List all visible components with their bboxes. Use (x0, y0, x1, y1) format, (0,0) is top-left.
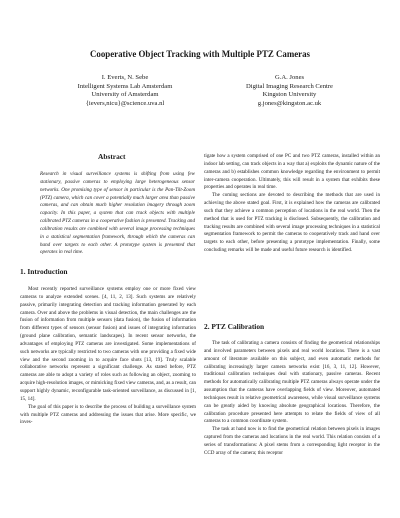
section-2-body (204, 340, 380, 458)
abstract-text (40, 171, 195, 257)
author-affiliation: Digital Imaging Research Centre (246, 82, 333, 90)
author-institution: University of Amsterdam (91, 91, 159, 99)
author-institution: Kingston University (262, 91, 317, 99)
paragraph: Most recently reported surveillance systems employ one or more fixed view cameras to analyze extended scenes. [4, 11, 2, 13]. Such systems are relatively passive, primarily integrating detection and tracking information generated by each camera. Over and above the problems in visual detection, the main challenges are the fusion of information from multiple sensors (data fusion), the fusion of information from different types of sensors (sensor fusion) and issues of integrating information (ground plane calibration, semantic landscapes). In recent sensor networks, the advantages of employing PTZ cameras are investigated. Some implementations of such networks are typically restricted to two cameras with one providing a fixed wide view and the second zooming in to acquire face shots [13, 19]. Truly scalable collaborative networks represent a significant challenge. As stated before, PTZ cameras are able to adopt a variety of roles such as following an object, zooming to acquire high-resolution images, or mimicking fixed view cameras, and, as a result, can support highly dynamic, reconfigurable task-oriented surveillance, as discussed in [1, 15, 14]. (20, 286, 196, 402)
section-1-heading: 1. Introduction (20, 267, 68, 276)
paragraph: The task of calibrating a camera consists of finding the geometrical relationships and involved parameters between pixels and real world locations. There is a vast amount of literature available on this subject, and even automatic methods for calibrating increasingly larger camera networks exist [16, 3, 11, 12]. However, traditional calibration techniques deal with stationary, passive cameras. Recent methods for automatically calibrating multiple PTZ cameras always operate under the assumption that the cameras have overlapping fields of view. Moreover, automated techniques result in relative geometrical awareness, while visual surveillance systems can be greatly aided by knowing absolute geographical locations. Therefore, the calibration procedure presented here attempts to relate the fields of view of all cameras to a common coordinate system. (204, 340, 380, 425)
author-names: I. Everts, N. Sebe (101, 74, 149, 81)
paragraph: The coming sections are devoted to describing the methods that are used in achieving the above stated goal. First, it is explained how the cameras are calibrated such that they achieve a common perception of locations in the real world. Then the method that is used for PTZ tracking is disclosed. Subsequently, the calibration and tracking results are combined with several image processing techniques in a statistical segmentation framework to permit the cameras to cooperatively track and hand over targets to each other, before presenting a prototype implementation. Finally, some concluding remarks will be made and useful future research is identified. (204, 192, 380, 254)
paragraph: The goal of this paper is to describe the process of building a surveillance system with multiple PTZ cameras and addressing the issues that arise. More specific, we inves- (20, 403, 196, 426)
author-email: g.jones@kingston.ac.uk (257, 99, 322, 107)
author-block-2 (218, 74, 361, 108)
paragraph: The task at hand now is to find the geometrical relation between pixels in images captured from the cameras and locations in the real world. This relation consists of a series of transformations: A pixel stems from a corresponding light receptor in the CCD array of the camera; this receptor (204, 426, 380, 456)
author-block-1 (44, 74, 206, 108)
abstract-heading: Abstract (98, 152, 126, 161)
abstract-paragraph: Research in visual surveillance systems is shifting from using few stationary, passive cameras to employing large heterogeneous sensor networks. One promising type of sensor in particular is the Pan-Tilt-Zoom (PTZ) camera, which can cover a potentially much larger area than passive cameras, and can obtain much higher resolution imagery through zoom capacity. In this paper, a system that can track objects with multiple calibrated PTZ cameras in a cooperative fashion is presented. Tracking and calibration results are combined with several image processing techniques in a statistical segmentation framework, through which the cameras can hand over targets to each other. A prototype system is presented that operates in real time. (40, 171, 195, 256)
paragraph: tigate how a system comprised of one PC and two PTZ cameras, installed within an indoor lab setting, can track objects in a way that a) exploits the dynamic nature of the cameras and b) establishes common knowledge regarding the environment to permit inter-camera cooperation. Ultimately, this will result in a system that exhibits these properties and operates in real time. (204, 153, 380, 191)
section-2-heading: 2. PTZ Calibration (204, 322, 265, 331)
author-names: G.A. Jones (274, 74, 305, 81)
author-affiliation: Intelligent Systems Lab Amsterdam (77, 82, 173, 90)
paper-title: Cooperative Object Tracking with Multiple PTZ Cameras (89, 49, 311, 59)
right-column-intro (204, 153, 380, 255)
author-email: {ievers,nicu}@science.uva.nl (85, 99, 165, 107)
section-1-body (20, 286, 196, 427)
